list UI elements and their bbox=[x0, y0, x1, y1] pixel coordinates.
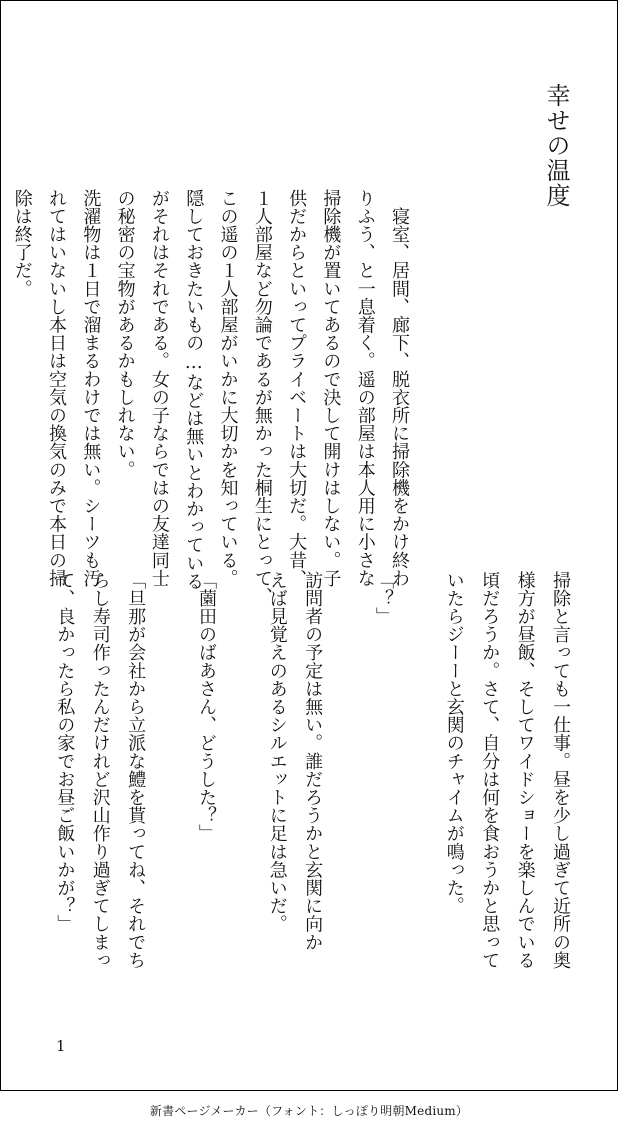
text-line: 「？」 bbox=[372, 571, 394, 626]
lower-text-block bbox=[47, 571, 578, 969]
text-line: 掃除と言っても一仕事。昼を少し過ぎて近所の奥 bbox=[550, 571, 571, 970]
text-line: 隠しておきたいもの…などは無いとわかっている bbox=[183, 189, 205, 591]
text-line: 洗濯物は１日で溜まるわけでは無い。シーツも汚 bbox=[80, 189, 102, 588]
text-line: て、良かったら私の家でお昼ご飯いかが？」 bbox=[54, 571, 76, 933]
upper-text-block bbox=[4, 189, 416, 605]
text-line: がそれはそれである。女の子ならではの友達同士 bbox=[148, 189, 170, 588]
text-line: らし寿司作ったんだけれど沢山作り過ぎてしまっ bbox=[89, 571, 111, 970]
blank-line bbox=[330, 571, 365, 969]
blank-line bbox=[224, 571, 259, 969]
text-line: りふう、と一息着く。遥の部屋は本人用に小さな bbox=[354, 189, 376, 588]
text-line: １人部屋など勿論であるが無かった桐生にとって、 bbox=[251, 189, 273, 606]
text-line: の秘密の宝物があるかもしれない。 bbox=[114, 189, 136, 479]
story-title: 幸せの温度 bbox=[542, 83, 570, 208]
text-line: 様方が昼飯、そしてワイドショーを楽しんでいる bbox=[514, 571, 536, 970]
text-line: 供だからといってプライベートは大切だ。大昔、 bbox=[286, 189, 308, 588]
text-line: この遥の１人部屋がいかに大切かを知っている。 bbox=[217, 189, 239, 588]
text-line: えば見覚えのあるシルエットに足は急いだ。 bbox=[266, 571, 288, 933]
text-line: 寝室、居間、廊下、脱衣所に掃除機をかけ終わ bbox=[389, 189, 410, 588]
text-line: 掃除機が置いてあるので決して開けはしない。子 bbox=[320, 189, 342, 588]
text-line: 除は終了だ。 bbox=[11, 189, 33, 298]
text-line: いたらジーーと玄関のチャイムが鳴った。 bbox=[443, 571, 465, 915]
text-line: 頃だろうか。さて、自分は何を食おうかと思って bbox=[479, 571, 501, 970]
footer-credit: 新書ページメーカー（フォント：しっぽり明朝Medium） bbox=[149, 1104, 469, 1118]
page-number: 1 bbox=[56, 1037, 66, 1055]
text-line: 訪問者の予定は無い。誰だろうかと玄関に向か bbox=[302, 571, 324, 952]
blank-line bbox=[401, 571, 436, 969]
text-line: 「旦那が会社から立派な鱧を貰ってね、それでち bbox=[125, 571, 147, 970]
blank-line bbox=[153, 571, 188, 969]
text-line: 「薗田のばあさん、どうした？」 bbox=[195, 571, 217, 843]
text-line: れてはいないし本日は空気の換気のみで本日の掃 bbox=[46, 189, 68, 588]
